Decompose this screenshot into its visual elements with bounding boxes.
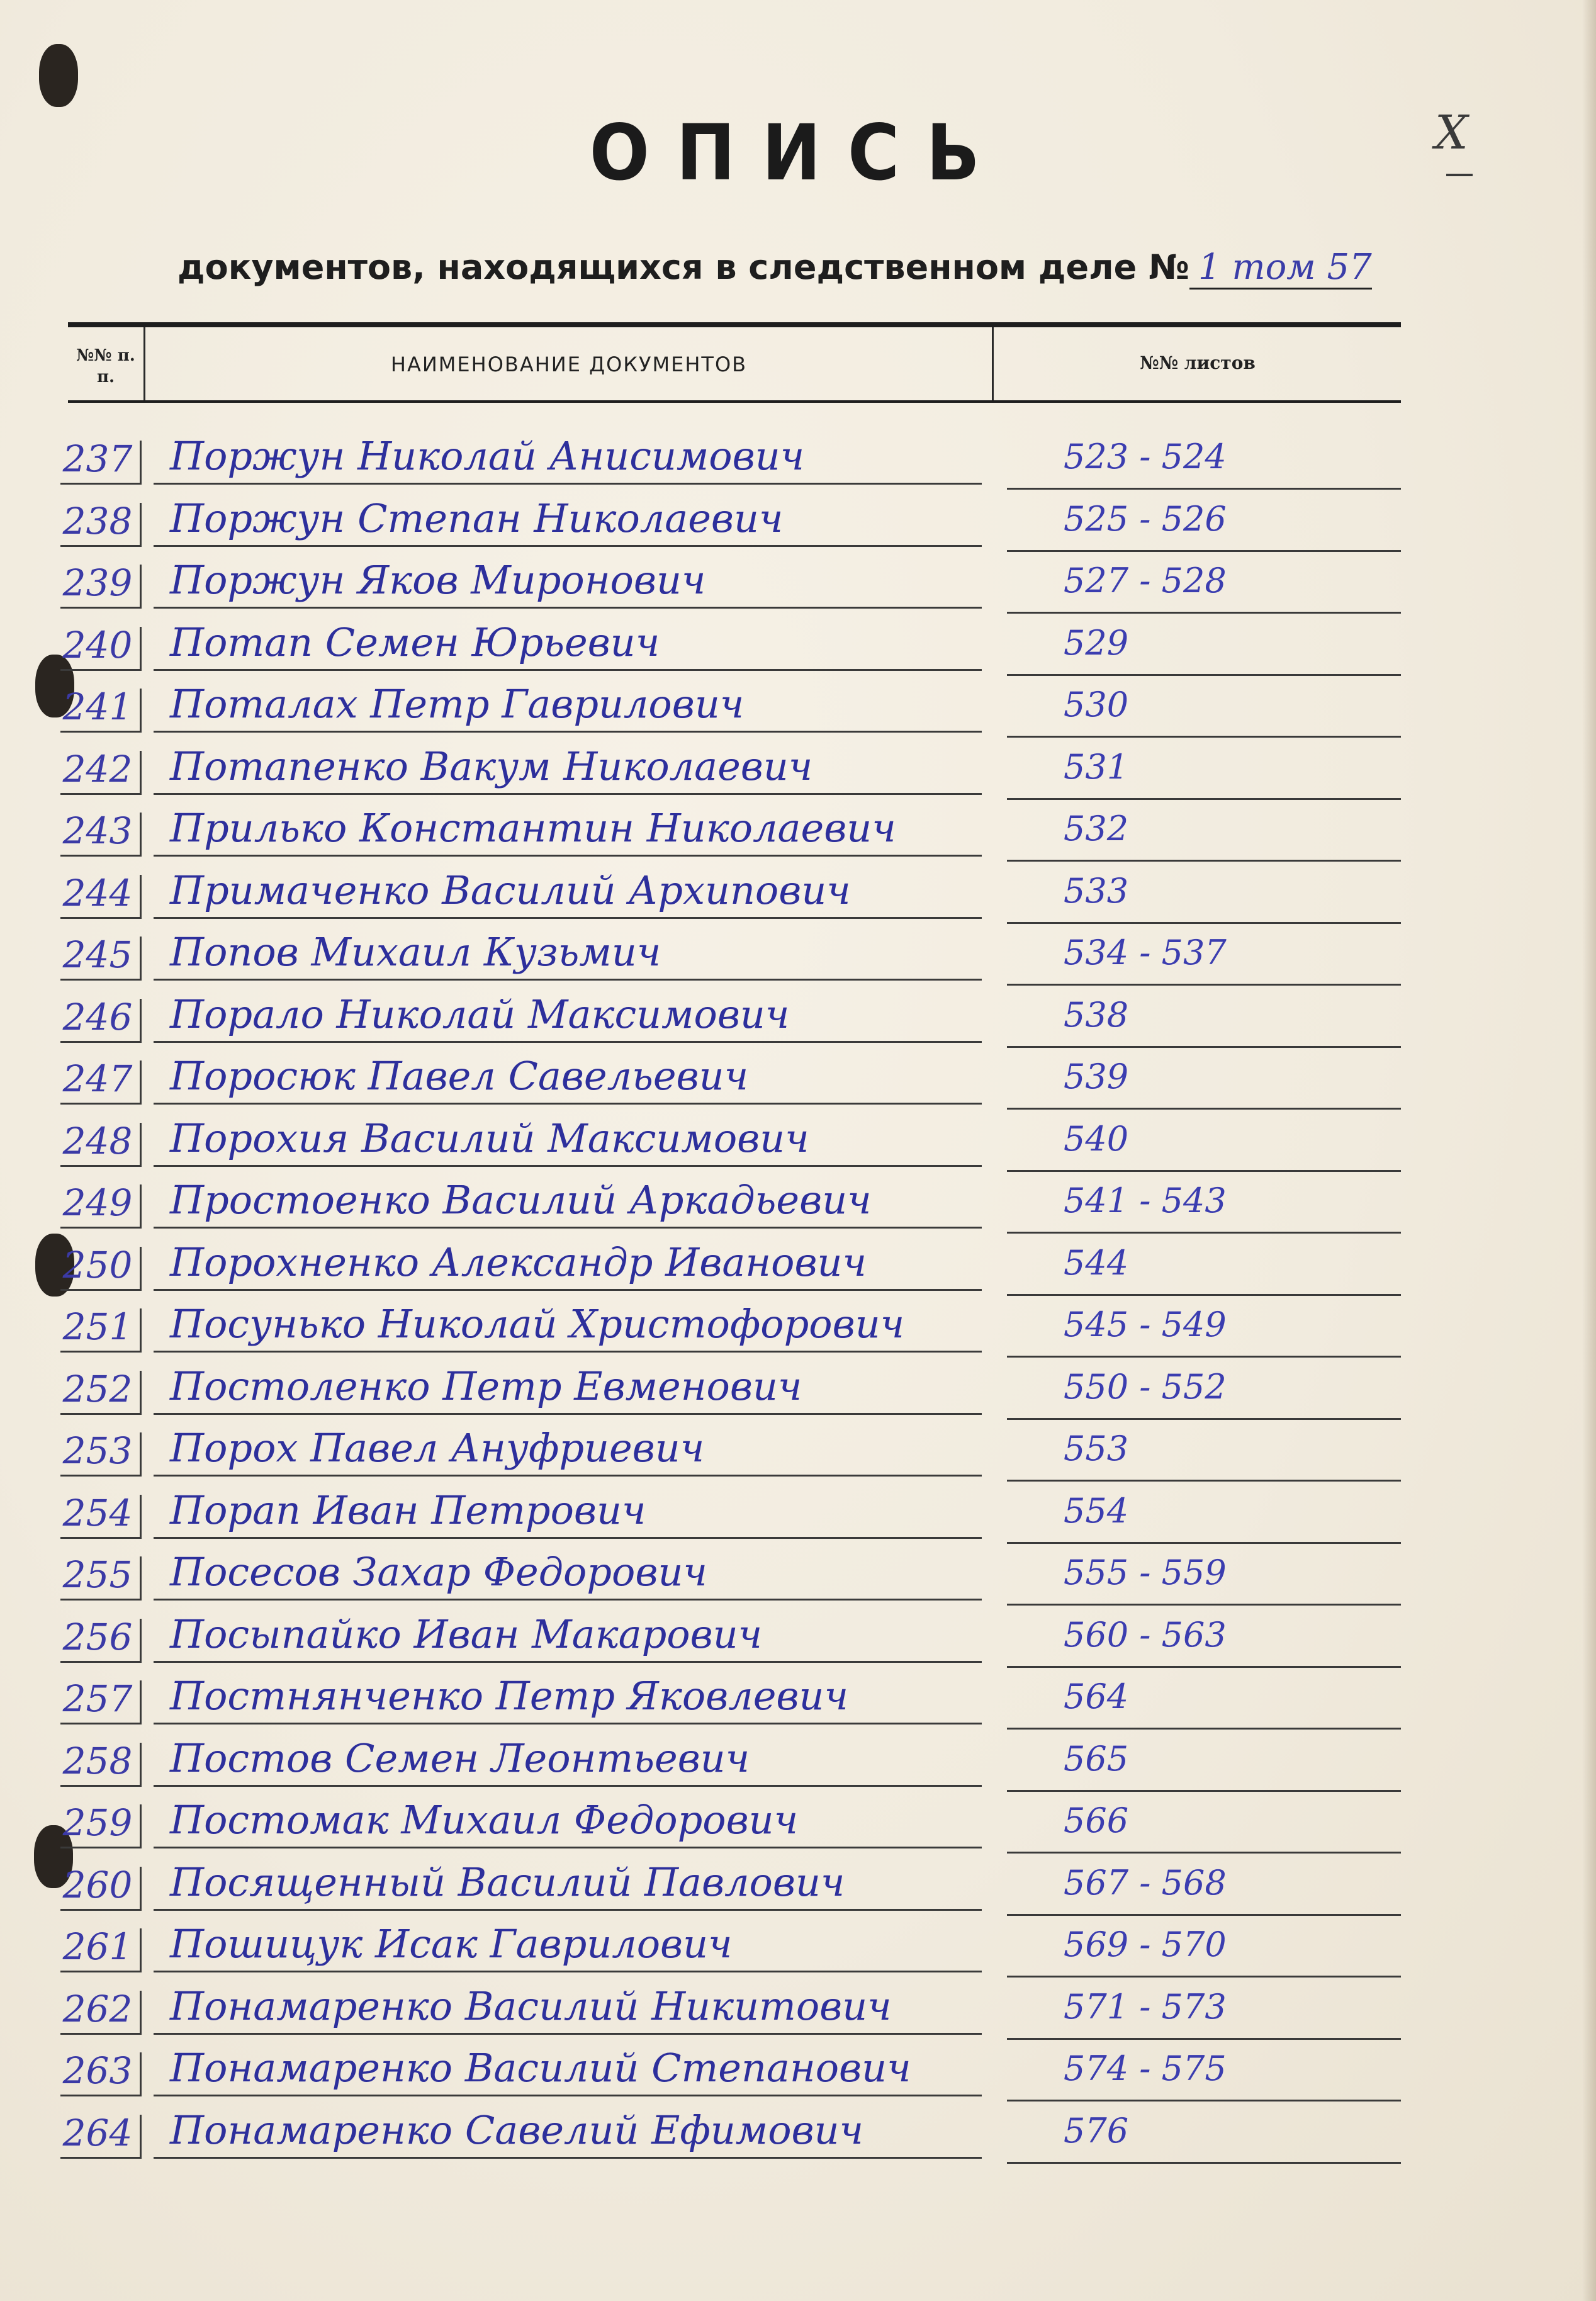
- row-number-divider: [140, 627, 142, 671]
- table-row: [0, 1725, 1596, 1787]
- table-row: [0, 1787, 1596, 1848]
- row-number-divider: [140, 441, 142, 485]
- row-number: 259: [62, 1801, 133, 1844]
- row-name: Пошицук Исак Гаврилович: [170, 1921, 733, 1967]
- table-row: [0, 1353, 1596, 1415]
- header-divider: [992, 327, 994, 400]
- row-number-divider: [140, 813, 142, 857]
- row-sheets: 564: [1064, 1677, 1129, 1716]
- row-sheets: 525 - 526: [1064, 498, 1227, 539]
- row-sheets: 544: [1064, 1242, 1129, 1283]
- row-number-divider: [140, 689, 142, 733]
- row-number-divider: [140, 751, 142, 795]
- row-name: Постнянченко Петр Яковлевич: [170, 1673, 849, 1719]
- row-sheets: 571 - 573: [1064, 1986, 1227, 2027]
- row-sheets: 527 - 528: [1064, 561, 1227, 600]
- row-number-divider: [140, 1804, 142, 1848]
- table-row: [0, 795, 1596, 857]
- row-number-divider: [140, 2115, 142, 2159]
- row-sheets: 533: [1064, 870, 1129, 911]
- row-name: Простоенко Василий Аркадьевич: [170, 1177, 872, 1223]
- row-name: Постов Семен Леонтьевич: [170, 1735, 750, 1781]
- header-sheets: №№ листов: [1140, 352, 1256, 373]
- row-sheets: 554: [1064, 1490, 1129, 1531]
- row-number: 264: [62, 2111, 133, 2154]
- row-number: 248: [62, 1119, 133, 1162]
- row-sheets: 538: [1064, 994, 1129, 1035]
- row-number-divider: [140, 1928, 142, 1972]
- row-number: 263: [62, 2049, 133, 2092]
- table-row: [0, 1539, 1596, 1601]
- table-row: [0, 423, 1596, 485]
- row-name: Поталах Петр Гаврилович: [170, 681, 745, 727]
- table-row: [0, 1415, 1596, 1477]
- row-sheets: 574 - 575: [1064, 2049, 1227, 2088]
- row-sheets-underline: [1007, 2162, 1401, 2164]
- header-name: НАИМЕНОВАНИЕ ДОКУМЕНТОВ: [390, 352, 748, 376]
- row-name: Посесов Захар Федорович: [170, 1549, 707, 1595]
- table-row: [0, 733, 1596, 795]
- row-name: Поросюк Павел Савельевич: [170, 1053, 749, 1099]
- row-name: Примаченко Василий Архипович: [170, 867, 851, 913]
- row-name: Постомак Михаил Федорович: [170, 1797, 799, 1843]
- table-row: [0, 485, 1596, 547]
- row-number: 240: [62, 623, 133, 667]
- row-number-divider: [140, 937, 142, 981]
- table-row: [0, 1973, 1596, 2035]
- row-sheets: 541 - 543: [1064, 1181, 1227, 1220]
- row-sheets: 530: [1064, 685, 1129, 724]
- table-row: [0, 1167, 1596, 1229]
- row-name: Попов Михаил Кузьмич: [170, 929, 661, 975]
- row-name: Посунько Николай Христофорович: [170, 1301, 905, 1347]
- row-number-divider: [140, 1556, 142, 1601]
- row-number-divider: [140, 999, 142, 1043]
- table-top-rule: [68, 322, 1401, 327]
- row-number: 261: [62, 1925, 133, 1968]
- table-row: [0, 1291, 1596, 1353]
- row-number-underline: [60, 2157, 141, 2159]
- row-name: Поржун Николай Анисимович: [170, 433, 805, 479]
- row-number: 252: [62, 1367, 133, 1410]
- row-name: Понамаренко Василий Никитович: [170, 1983, 892, 2029]
- row-sheets: 576: [1064, 2110, 1129, 2151]
- row-number-divider: [140, 1371, 142, 1415]
- row-name: Потап Семен Юрьевич: [170, 619, 660, 665]
- row-number-divider: [140, 1123, 142, 1167]
- row-number: 238: [62, 499, 133, 543]
- row-number-divider: [140, 1991, 142, 2035]
- row-name: Поржун Яков Миронович: [170, 557, 706, 603]
- row-number: 262: [62, 1987, 133, 2030]
- row-name: Посященный Василий Павлович: [170, 1859, 845, 1905]
- row-number-divider: [140, 2052, 142, 2096]
- row-sheets: 565: [1064, 1738, 1129, 1779]
- table-row: [0, 919, 1596, 981]
- row-number: 256: [62, 1615, 133, 1658]
- row-number: 249: [62, 1181, 133, 1224]
- row-number-divider: [140, 875, 142, 919]
- row-sheets: 567 - 568: [1064, 1862, 1227, 1903]
- row-number: 258: [62, 1739, 133, 1782]
- row-sheets: 569 - 570: [1064, 1925, 1227, 1964]
- document-subtitle: [177, 247, 1372, 290]
- row-number-divider: [140, 1867, 142, 1911]
- row-number: 244: [62, 871, 133, 914]
- subtitle-printed-text: документов, находящихся в следственном деле №: [177, 247, 1190, 287]
- corner-mark: X: [1435, 106, 1468, 160]
- row-sheets: 532: [1064, 809, 1129, 848]
- table-row: [0, 1663, 1596, 1724]
- row-number: 247: [62, 1057, 133, 1100]
- table-row: [0, 1911, 1596, 1972]
- table-row: [0, 671, 1596, 733]
- header-divider: [143, 327, 145, 400]
- punch-hole: [39, 44, 78, 107]
- row-number-divider: [140, 1308, 142, 1353]
- row-name: Порап Иван Петрович: [170, 1487, 646, 1533]
- row-number: 239: [62, 561, 133, 604]
- table-header-rule: [68, 400, 1401, 403]
- row-sheets: 555 - 559: [1064, 1553, 1227, 1592]
- row-sheets: 531: [1064, 746, 1129, 787]
- row-number: 257: [62, 1677, 133, 1720]
- row-sheets: 534 - 537: [1064, 933, 1227, 972]
- row-sheets: 553: [1064, 1429, 1129, 1468]
- row-name: Порохия Василий Максимович: [170, 1115, 809, 1161]
- table-row: [0, 2035, 1596, 2096]
- row-number-divider: [140, 565, 142, 609]
- row-name: Поржун Степан Николаевич: [170, 495, 784, 541]
- header-number: №№ п. п.: [76, 346, 135, 386]
- row-number: 254: [62, 1491, 133, 1534]
- row-number: 250: [62, 1243, 133, 1286]
- row-number-divider: [140, 1060, 142, 1105]
- table-row: [0, 547, 1596, 609]
- row-sheets: 529: [1064, 622, 1129, 663]
- row-sheets: 545 - 549: [1064, 1305, 1227, 1344]
- row-sheets: 540: [1064, 1118, 1129, 1159]
- row-number-divider: [140, 1184, 142, 1229]
- table-row: [0, 609, 1596, 671]
- row-sheets: 523 - 524: [1064, 437, 1227, 476]
- table-row: [0, 1477, 1596, 1539]
- row-name: Потапенко Вакум Николаевич: [170, 743, 813, 789]
- row-number: 251: [62, 1305, 133, 1348]
- table-row: [0, 1229, 1596, 1291]
- case-number-field: [1189, 247, 1372, 290]
- row-number-divider: [140, 1743, 142, 1787]
- row-name: Понамаренко Савелий Ефимович: [170, 2107, 864, 2153]
- row-name: Порох Павел Ануфриевич: [170, 1425, 705, 1471]
- row-sheets: 560 - 563: [1064, 1614, 1227, 1655]
- case-number-handwritten: 1: [1198, 247, 1221, 288]
- row-number: 237: [62, 437, 133, 480]
- table-row: [0, 857, 1596, 919]
- row-number-divider: [140, 1495, 142, 1539]
- row-number: 243: [62, 809, 133, 852]
- table-row: [0, 1601, 1596, 1663]
- row-number: 253: [62, 1429, 133, 1472]
- table-row: [0, 2097, 1596, 2159]
- row-sheets: 566: [1064, 1801, 1129, 1840]
- row-number: 245: [62, 933, 133, 976]
- table-row: [0, 1105, 1596, 1167]
- row-number: 242: [62, 747, 133, 790]
- row-number: 246: [62, 995, 133, 1038]
- row-number: 241: [62, 685, 133, 728]
- table-row: [0, 1043, 1596, 1105]
- table-row: [0, 1849, 1596, 1911]
- row-sheets: 539: [1064, 1057, 1129, 1096]
- row-number-divider: [140, 1432, 142, 1477]
- corner-mark-dash: [1446, 174, 1473, 176]
- table-row: [0, 981, 1596, 1043]
- row-name: Понамаренко Василий Степанович: [170, 2045, 911, 2091]
- row-name-underline: [154, 2157, 982, 2159]
- row-number-divider: [140, 1680, 142, 1724]
- row-number-divider: [140, 1247, 142, 1291]
- row-name: Постоленко Петр Евменович: [170, 1363, 802, 1409]
- row-number: 255: [62, 1553, 133, 1596]
- volume-handwritten: том 57: [1232, 247, 1372, 288]
- row-name: Посыпайко Иван Макарович: [170, 1611, 763, 1657]
- row-sheets: 550 - 552: [1064, 1366, 1227, 1407]
- row-number: 260: [62, 1863, 133, 1906]
- row-number-divider: [140, 1619, 142, 1663]
- row-name: Порохненко Александр Иванович: [170, 1239, 867, 1285]
- row-name: Порало Николай Максимович: [170, 991, 790, 1037]
- row-number-divider: [140, 503, 142, 547]
- document-title: ОПИСЬ: [589, 108, 1007, 198]
- row-name: Прилько Константин Николаевич: [170, 805, 896, 851]
